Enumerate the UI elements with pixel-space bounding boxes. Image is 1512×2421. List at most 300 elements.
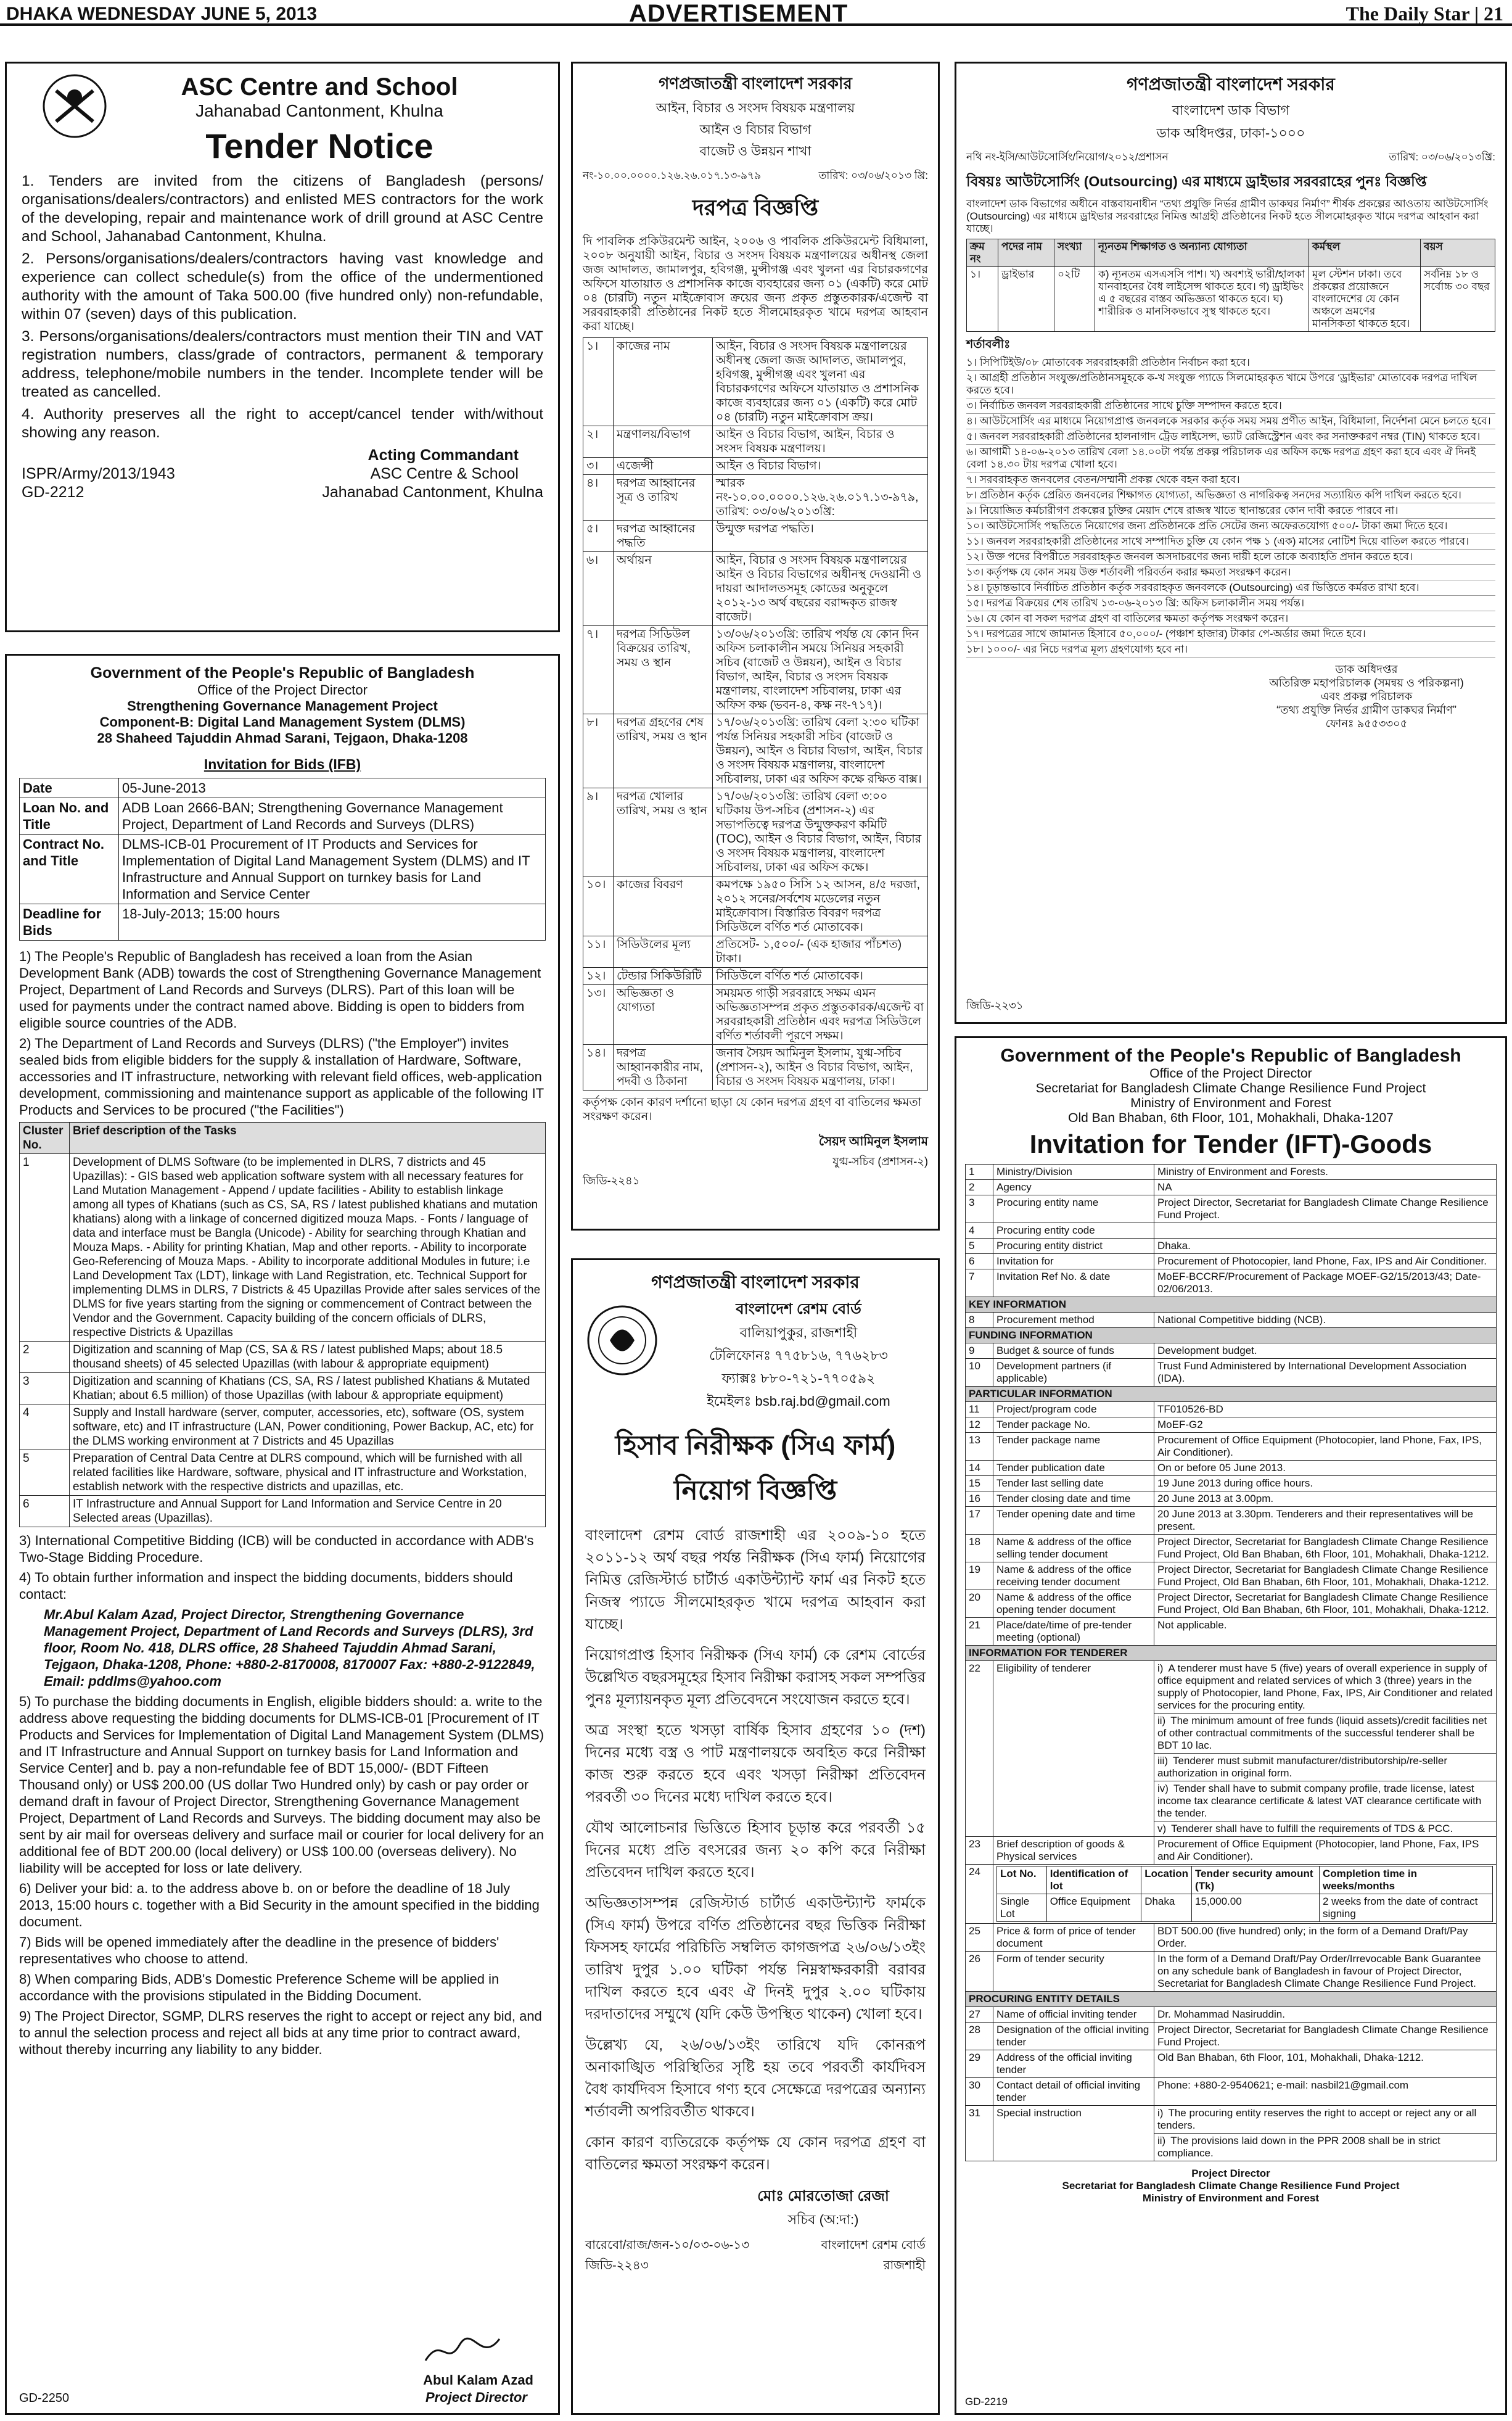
row-value: 20 June 2013 at 3.30pm. Tenderers and their representatives will be present. bbox=[1154, 1507, 1497, 1535]
row-number: 1 bbox=[966, 1165, 993, 1180]
dlrs-ifb-ad bbox=[5, 654, 560, 2415]
dlrs-project: Strengthening Governance Management Project bbox=[127, 698, 438, 714]
row-number: ১১। bbox=[583, 936, 614, 968]
law-division: আইন ও বিচার বিভাগ bbox=[699, 123, 811, 137]
table-row bbox=[966, 1313, 1497, 1328]
row-value: Phone: +880-2-9540621; e-mail: nasbil21@gmail.com bbox=[1154, 2078, 1497, 2106]
table-row bbox=[966, 2106, 1497, 2134]
row-value: আইন, বিচার ও সংসদ বিষয়ক মন্ত্রণালয়ের আইন ও বিচার বিভাগের অধীনস্থ দেওয়ানী ও দায়রা আদালতসমূহ কোডের অনুকূলে ২০১২-১৩ অর্থ বছরের বরাদ্দকৃত রাজস্ব বাজেট। bbox=[713, 552, 928, 626]
dlrs-para-9: 9) The Project Director, SGMP, DLRS reserves the right to accept or reject any bid, and to annul the selection process and reject all bids at any time prior to contract award, without thereby incurring any liability to any bidder. bbox=[19, 2008, 542, 2057]
sub-item bbox=[1154, 1821, 1497, 1837]
law-signatory-name: সৈয়দ আমিনুল ইসলাম bbox=[818, 1135, 928, 1149]
row-label: Special instruction bbox=[993, 2106, 1154, 2161]
sub-item bbox=[1154, 1781, 1497, 1821]
table-row bbox=[966, 1491, 1497, 1507]
silk-address: বালিয়াপুকুর, রাজশাহী bbox=[739, 1325, 858, 1340]
post-sign-line: ফোনঃ ৯৫৫৩৩০৫ bbox=[1325, 717, 1408, 730]
info-value: ADB Loan 2666-BAN; Strengthening Governance Management Project, Department of Land Records and Surveys (DLRS) bbox=[119, 798, 546, 835]
row-value: MoEF-G2 bbox=[1154, 1417, 1497, 1433]
table-row bbox=[20, 1342, 546, 1373]
col-qualification: ন্যূনতম শিক্ষাগত ও অন্যান্য যোগ্যতা bbox=[1095, 239, 1309, 267]
row-number: 28 bbox=[966, 2023, 993, 2050]
table-header bbox=[997, 1866, 1493, 1894]
info-value: 05-June-2013 bbox=[119, 778, 546, 798]
sub-item bbox=[1154, 2134, 1497, 2161]
climate-ift-ad bbox=[955, 1036, 1507, 2415]
table-row bbox=[966, 2078, 1497, 2106]
asc-ref: ISPR/Army/2013/1943 bbox=[22, 465, 175, 482]
row-value: TF010526-BD bbox=[1154, 1402, 1497, 1417]
cell: ড্রাইভার bbox=[998, 267, 1054, 332]
row-number: ৫। bbox=[583, 521, 614, 552]
post-gd-number: জিডি-২২৩১ bbox=[966, 999, 1024, 1012]
table-row bbox=[966, 1195, 1497, 1223]
table-row bbox=[966, 1180, 1497, 1195]
row-number: ১৩। bbox=[583, 985, 614, 1045]
silk-gov-title: গণপ্রজাতন্ত্রী বাংলাদেশ সরকার bbox=[651, 1272, 860, 1292]
row-label: সিডিউলের মূল্য bbox=[614, 936, 713, 968]
col-workplace: কর্মস্থল bbox=[1309, 239, 1421, 267]
dlrs-gd-number: GD-2250 bbox=[19, 2391, 70, 2405]
cluster-desc: Digitization and scanning of Map (CS, SA & RS / latest published Maps; about 18.5 thousand sheets) of 45 selected Upazillas (with labour & appropriate equipment) bbox=[70, 1342, 546, 1373]
cell: ১। bbox=[967, 267, 998, 332]
row-label: Procurement method bbox=[993, 1313, 1154, 1328]
asc-title: ASC Centre and School bbox=[181, 73, 458, 101]
row-value: Dhaka. bbox=[1154, 1239, 1497, 1254]
post-signature-block bbox=[1238, 662, 1495, 730]
row-number: ৬। bbox=[583, 552, 614, 626]
row-label: Name & address of the office receiving tender document bbox=[993, 1562, 1154, 1590]
cell: মূল স্টেশন ঢাকা। তবে প্রকল্পের প্রয়োজনে বাংলাদেশের যে কোন অঞ্চলে ভ্রমণের মানসিকতা থাকতে হবে। bbox=[1309, 267, 1421, 332]
post-term: ১৮। ১০০০/- এর নিচে দরপত্র মূল্য গ্রহণযোগ্য হবে না। bbox=[966, 642, 1495, 658]
row-value: Dr. Mohammad Nasiruddin. bbox=[1154, 2007, 1497, 2023]
table-row bbox=[583, 475, 928, 521]
postal-dept-ad bbox=[955, 62, 1507, 1024]
row-value: Old Ban Bhaban, 6th Floor, 101, Mohakhali, Dhaka-1212. bbox=[1154, 2050, 1497, 2078]
row-value: Trust Fund Administered by International Development Association (IDA). bbox=[1154, 1359, 1497, 1387]
silk-para: কোন কারণ ব্যতিরেকে কর্তৃপক্ষ যে কোন দরপত্র গ্রহণ বা বাতিলের ক্ষমতা সংরক্ষণ করেন। bbox=[585, 2134, 926, 2173]
post-term: ২। আগ্রহী প্রতিষ্ঠান সংযুক্ত/প্রতিষ্ঠানসমূহকে ক-খ সংযুক্ত প্যাডে সিলমোহরকৃত খামে উপরে ‘ড্রাইভার’ মোতাবেক দরপত্র দাখিল করতে হবে। bbox=[966, 371, 1495, 398]
row-number: 14 bbox=[966, 1461, 993, 1476]
asc-item: 3. Persons/organisations/dealers/contractors must mention their TIN and VAT registration numbers, class/grade of contractors, permanent & temporary address, telephone/mobile numbers in the tender. Incomplete tender will be treated as cancelled. bbox=[22, 328, 543, 400]
post-vacancy-table bbox=[966, 239, 1495, 332]
table-row bbox=[20, 1154, 546, 1342]
law-intro: দি পাবলিক প্রকিউরমেন্ট আইন, ২০০৬ ও পাবলিক প্রকিউরমেন্ট বিধিমালা, ২০০৮ অনুযায়ী আইন, বিচার ও সংসদ বিষয়ক মন্ত্রণালয়ের অধীনস্থ জেলা জজ আদালত, জামালপুর, হবিগঞ্জ, মুন্সীগঞ্জ এবং খুলনা এর বিচারকগণের অফিসে যাতায়াত ও প্রশাসনিক কাজে ব্যবহারের জন্য ০১ (একটি) করে মোট ০৪ (চারটি) নতুন মাইক্রোবাস ক্রয়ের জন্য প্রকৃত প্রস্তুতকারক/এজেন্ট বা সরবরাহকারী প্রতিষ্ঠানের নিকট হতে সীলমোহরকৃত খামে দরপত্র আহবান করা যাচ্ছে। bbox=[583, 235, 928, 333]
dlrs-info-table bbox=[19, 778, 546, 941]
row-number: 8 bbox=[966, 1313, 993, 1328]
section-band bbox=[966, 1328, 1497, 1343]
ift-sign-line: Project Director bbox=[1191, 2167, 1270, 2179]
row-number: 6 bbox=[966, 1254, 993, 1269]
row-number: 20 bbox=[966, 1590, 993, 1618]
post-directorate: ডাক অধিদপ্তর, ঢাকা-১০০০ bbox=[1156, 125, 1305, 141]
section-band bbox=[966, 1646, 1497, 1661]
row-label: Tender package name bbox=[993, 1433, 1154, 1461]
lot-col: Lot No. bbox=[997, 1866, 1047, 1894]
col-cluster: Cluster No. bbox=[20, 1123, 70, 1154]
post-term: ১৭। দরপত্রের সাথে জামানত হিসাবে ৫০,০০০/- (পঞ্চাশ হাজার) টাকার পে-অর্ডার জমা দিতে হবে। bbox=[966, 627, 1495, 642]
army-emblem-icon bbox=[41, 72, 109, 140]
section-heading: INFORMATION FOR TENDERER bbox=[966, 1646, 1497, 1661]
silk-org: বাংলাদেশ রেশম বোর্ড bbox=[736, 1301, 861, 1318]
row-number: ৭। bbox=[583, 626, 614, 714]
row-number: ৪। bbox=[583, 475, 614, 521]
cluster-desc: Supply and Install hardware (server, computer, accessories, etc), software (OS, system software, etc) and IT infrastructure (LAN, Power conditioning, Power Backup, AC, etc) for the DLMS working environment at 7 Districts and 45 Upazillas bbox=[70, 1404, 546, 1450]
law-ministry: আইন, বিচার ও সংসদ বিষয়ক মন্ত্রণালয় bbox=[655, 101, 855, 115]
cluster-no: 6 bbox=[20, 1496, 70, 1527]
row-label: Name & address of the office selling tender document bbox=[993, 1535, 1154, 1562]
row-value: 20 June 2013 at 3.00pm. bbox=[1154, 1491, 1497, 1507]
silk-para: অত্র সংস্থা হতে খসড়া বার্ষিক হিসাব গ্রহণের ১০ (দশ) দিনের মধ্যে বস্ত্র ও পাট মন্ত্রণালয়কে অবহিত করে নিরীক্ষা কাজ শুরু করতে হবে এবং খসড়া নিরীক্ষা প্রতিবেদন পরবর্তী ৩০ দিনের মধ্যে দাখিল করতে হবে। bbox=[585, 1722, 926, 1805]
post-term: ৬। আগামী ১৪-০৬-২০১৩ তারিখ বেলা ১৪.০০টা পর্যন্ত প্রকল্প পরিচালক এর অফিস কক্ষে দরপত্র গ্রহণ করা হবে এবং ঐ দিনই বেলা ১৪.৩০ টায় দরপত্র খোলা হবে। bbox=[966, 445, 1495, 472]
silk-gd-number: জিডি-২২৪৩ bbox=[585, 2259, 649, 2272]
row-value: ১৩/০৬/২০১৩খ্রি: তারিখ পর্যন্ত যে কোন দিন অফিস চলাকালীন সময়ে সিনিয়র সহকারী সচিব (বাজেট ও উন্নয়ন), আইন ও বিচার বিভাগ, আইন, বিচার ও সংসদ বিষয়ক মন্ত্রণালয়, বাংলাদেশ সচিবালয়, ঢাকা এর অফিস কক্ষ (ভবন-৪, কক্ষ নং-৭১৭)। bbox=[713, 626, 928, 714]
ift-gd-number: GD-2219 bbox=[965, 2396, 1008, 2407]
sub-item bbox=[1154, 1661, 1497, 1714]
row-number: ১। bbox=[583, 338, 614, 426]
table-row bbox=[966, 1661, 1497, 1714]
info-value: DLMS-ICB-01 Procurement of IT Products and Services for Implementation of Digital Land Management System (DLMS) and IT Infrastructure and Annual Support on turnkey basis for Land Information and Service Center bbox=[119, 835, 546, 904]
row-label: Project/program code bbox=[993, 1402, 1154, 1417]
cluster-no: 3 bbox=[20, 1373, 70, 1404]
row-number: 4 bbox=[966, 1223, 993, 1239]
section-title: ADVERTISEMENT bbox=[629, 0, 848, 27]
section-band bbox=[966, 1992, 1497, 2007]
post-term: ১৩। কর্তৃপক্ষ যে কোন সময় উক্ত শর্তাবলী পরিবর্তন করার ক্ষমতা সংরক্ষণ করেন। bbox=[966, 565, 1495, 580]
table-row bbox=[966, 2050, 1497, 2078]
table-row bbox=[966, 1476, 1497, 1491]
lot-col: Completion time in weeks/months bbox=[1319, 1866, 1492, 1894]
row-label: কাজের বিবরণ bbox=[614, 876, 713, 936]
table-row bbox=[966, 1461, 1497, 1476]
row-value: Development budget. bbox=[1154, 1343, 1497, 1359]
cluster-no: 2 bbox=[20, 1342, 70, 1373]
law-date: তারিখ: ০৩/০৬/২০১৩ খ্রি: bbox=[818, 170, 928, 181]
cluster-desc: IT Infrastructure and Annual Support for Land Information and Service Centre in 20 Selected areas (Upazillas). bbox=[70, 1496, 546, 1527]
dlrs-para-8: 8) When comparing Bids, ADB's Domestic Preference Scheme will be applied in accordance with the provisions stipulated in the Bidding Document. bbox=[19, 1971, 499, 2003]
row-value: কমপক্ষে ১৯৫০ সিসি ১২ আসন, ৪/৫ দরজা, ২০১২ সনের/সর্বশেষ মডেলের নতুন মাইক্রোবাস। বিস্তারিত বিবরণ দরপত্র সিডিউলে বর্ণিত শর্ত মোতাবেক। bbox=[713, 876, 928, 936]
row-number: 16 bbox=[966, 1491, 993, 1507]
row-label: অভিজ্ঞতা ও যোগ্যতা bbox=[614, 985, 713, 1045]
table-row bbox=[583, 626, 928, 714]
row-value: 19 June 2013 during office hours. bbox=[1154, 1476, 1497, 1491]
lot-value: 15,000.00 bbox=[1192, 1894, 1320, 1922]
post-sign-line: ডাক অধিদপ্তর bbox=[1335, 663, 1398, 675]
law-gd-number: জিডি-২২৪১ bbox=[583, 1174, 640, 1187]
page-header bbox=[0, 0, 1512, 26]
cluster-desc: Development of DLMS Software (to be implemented in DLRS, 7 districts and 45 Upazillas): - GIS based web application software system with all necessary features for Land Mutation Management - Append / update facilities - Ability to establish linkage among all types of Khatians (such as CS, SA, RS / latest published khatians and mutation khatians) along with a linkage of concerned digitized mouza Maps. - Fonts / language of data and interface must be Bangla (Unicode) - Ability for searching through Khatian and Mouza Maps. - Ability for printing Khatian, Map and other reports. - Ability to incorporate Geo-Referencing of Mouza Maps. - Ability to incorporate additional Modules in future; i.e Land Development Tax (LDT), linkage with Land Registration, etc. Technical Support for implementing DLMS in DLRS, 7 Districts & 45 Upazillas Provide after sales services of the DLMS for five years starting from the signing or commencement of Contract between the Vendor and the Government. Capacity building of the concern officials of DLRS, respective Districts & Upazillas bbox=[70, 1154, 546, 1342]
sub-item-index: ii) bbox=[1157, 2135, 1166, 2147]
row-value: Procurement of Photocopier, land Phone, Fax, IPS and Air Conditioner. bbox=[1154, 1254, 1497, 1269]
post-sign-line: “তথ্য প্রযুক্তি নির্ভর গ্রামীণ ডাকঘর নির্মাণ” bbox=[1276, 704, 1457, 716]
table-row bbox=[966, 1535, 1497, 1562]
info-label: Contract No. and Title bbox=[20, 835, 119, 904]
row-value: প্রতিসেট- ১,৫০০/- (এক হাজার পাঁচশত) টাকা। bbox=[713, 936, 928, 968]
table-row bbox=[583, 936, 928, 968]
sub-item-index: iii) bbox=[1157, 1755, 1168, 1767]
post-terms bbox=[966, 355, 1495, 658]
table-row bbox=[966, 1254, 1497, 1269]
row-number: 13 bbox=[966, 1433, 993, 1461]
table-row bbox=[20, 1496, 546, 1527]
post-term: ৭। সরবরাহকৃত জনবলের বেতন/সম্মানী প্রকল্প থেকে বহন করা হবে। bbox=[966, 472, 1495, 488]
row-label: Name of official inviting tender bbox=[993, 2007, 1154, 2023]
table-header bbox=[20, 1123, 546, 1154]
row-label: এজেন্সী bbox=[614, 458, 713, 475]
cluster-desc: Preparation of Central Data Centre at DLRS compound, which will be furnished with all related facilities like Hardware, software, physical and IT infrastructure and Workstation, establish network with the respective districts and upazillas, etc. bbox=[70, 1450, 546, 1496]
lot-table bbox=[996, 1866, 1493, 1922]
table-row bbox=[583, 788, 928, 876]
col-serial: ক্রম নং bbox=[967, 239, 998, 267]
ift-signature-block bbox=[965, 2167, 1497, 2204]
row-label: Procuring entity district bbox=[993, 1239, 1154, 1254]
table-row bbox=[966, 1343, 1497, 1359]
table-row bbox=[966, 1865, 1497, 1924]
sub-item-text: A tenderer must have 5 (five) years of overall experience in supply of office equipment and related services of which 3 (three) years in the supply of Photocopier, land Phone, Fax, IPS, Air Conditioner and related services for the procuring entity. bbox=[1157, 1662, 1493, 1711]
silk-org-footer: বাংলাদেশ রেশম বোর্ড bbox=[821, 2238, 926, 2252]
table-row bbox=[966, 1402, 1497, 1417]
row-value: সিডিউলে বর্ণিত শর্ত মোতাবেক। bbox=[713, 968, 928, 985]
silk-email: ইমেইলঃ bsb.raj.bd@gmail.com bbox=[707, 1393, 890, 1409]
row-label: Procuring entity name bbox=[993, 1195, 1154, 1223]
dlrs-ifb-title: Invitation for Bids (IFB) bbox=[203, 756, 361, 772]
row-value: আইন, বিচার ও সংসদ বিষয়ক মন্ত্রণালয়ের অধীনস্থ জেলা জজ আদালত, জামালপুর, হবিগঞ্জ, মুন্সীগঞ্জ এবং খুলনা এর বিচারকগণের অফিসে যাতায়াত ও প্রশাসনিক কাজে ব্যবহারের জন্য ০১ (একটি) করে মোট ০৪ (চারটি) নতুন মাইক্রোবাস ক্রয়। bbox=[713, 338, 928, 426]
post-memo: নথি নং-ইসি/আউটসোর্সিং/নিয়োগ/২০১২/প্রশাসন bbox=[966, 151, 1169, 163]
row-value: জনাব সৈয়দ আমিনুল ইসলাম, যুগ্ম-সচিব (প্রশাসন-২), আইন ও বিচার বিভাগ, আইন, বিচার ও সংসদ বিষয়ক মন্ত্রণালয়, ঢাকা। bbox=[713, 1045, 928, 1091]
table-row bbox=[583, 552, 928, 626]
silk-fax: ফ্যাক্সঃ ৮৮০-৭২১-৭৭০৫৯২ bbox=[721, 1371, 876, 1386]
lot-value: 2 weeks from the date of contract signing bbox=[1319, 1894, 1492, 1922]
row-label: Agency bbox=[993, 1180, 1154, 1195]
row-number: ৯। bbox=[583, 788, 614, 876]
sub-item-index: i) bbox=[1157, 2107, 1164, 2119]
row-number: 31 bbox=[966, 2106, 993, 2161]
ift-office: Office of the Project Director bbox=[1149, 1066, 1312, 1081]
law-title: দরপত্র বিজ্ঞপ্তি bbox=[692, 195, 819, 220]
law-gov-title: গণপ্রজাতন্ত্রী বাংলাদেশ সরকার bbox=[659, 74, 852, 93]
post-term: ১৪। চূড়ান্তভাবে নির্বাচিত প্রতিষ্ঠান কর্তৃক সরবরাহকৃত জনবলকে (Outsourcing) এর ভিত্তিতে কর্মরত রাখা হবে। bbox=[966, 580, 1495, 596]
row-number: ৩। bbox=[583, 458, 614, 475]
row-value: Ministry of Environment and Forests. bbox=[1154, 1165, 1497, 1180]
table-row bbox=[966, 1269, 1497, 1297]
table-row bbox=[583, 1045, 928, 1091]
law-signatory-title: যুগ্ম-সচিব (প্রশাসন-২) bbox=[832, 1155, 928, 1168]
ift-sign-line: Ministry of Environment and Forest bbox=[1142, 2192, 1320, 2204]
dlrs-gov-title: Government of the People's Republic of Bangladesh bbox=[90, 664, 475, 682]
info-value: 18-July-2013; 15:00 hours bbox=[119, 904, 546, 941]
silk-body bbox=[585, 1525, 926, 2176]
row-value: BDT 500.00 (five hundred) only; in the form of a Demand Draft/Pay Order. bbox=[1154, 1924, 1497, 1952]
row-number: 27 bbox=[966, 2007, 993, 2023]
info-label: Date bbox=[20, 778, 119, 798]
ift-address: Old Ban Bhaban, 6th Floor, 101, Mohakhali, Dhaka-1207 bbox=[1068, 1111, 1394, 1125]
col-age: বয়স bbox=[1421, 239, 1495, 267]
lot-col: Identification of lot bbox=[1046, 1866, 1141, 1894]
table-row bbox=[583, 338, 928, 426]
table-row bbox=[583, 521, 928, 552]
dlrs-para-3: 3) International Competitive Bidding (ICB) will be conducted in accordance with ADB's Two-Stage Bidding Procedure. bbox=[19, 1533, 534, 1565]
row-label: অর্থায়ন bbox=[614, 552, 713, 626]
row-label: Designation of the official inviting tender bbox=[993, 2023, 1154, 2050]
row-label: Procuring entity code bbox=[993, 1223, 1154, 1239]
row-value: স্মারক নং-১০.০০.০০০০.১২৬.২৬.০১৭.১৩-৯৭৯, তারিখ: ০৩/০৬/২০১৩খ্রি: bbox=[713, 475, 928, 521]
cell: সর্বনিম্ন ১৮ ও সর্বোচ্চ ৩০ বছর bbox=[1421, 267, 1495, 332]
table-row bbox=[966, 1223, 1497, 1239]
row-number: 21 bbox=[966, 1618, 993, 1646]
post-term: ৫। জনবল সরবরাহকারী প্রতিষ্ঠানের হালনাগাদ ট্রেড লাইসেন্স, ভ্যাট রেজিস্ট্রেশন এবং কর সনাক্তকরণ নম্বর (TIN) থাকতে হবে। bbox=[966, 429, 1495, 445]
cell: ০২টি bbox=[1054, 267, 1095, 332]
asc-gd-number: GD-2212 bbox=[22, 484, 84, 501]
row-number: 12 bbox=[966, 1417, 993, 1433]
row-number: 25 bbox=[966, 1924, 993, 1952]
masthead-page: The Daily Star | 21 bbox=[1346, 2, 1503, 25]
row-label: Brief description of goods & Physical services bbox=[993, 1837, 1154, 1865]
silk-signatory-name: মোঃ মোরতোজা রেজা bbox=[757, 2188, 889, 2204]
silk-para: নিয়োগপ্রাপ্ত হিসাব নিরীক্ষক (সিএ ফার্ম) কে রেশম বোর্ডের উল্লেখিত বছরসমূহের হিসাব নিরীক্ষা করাসহ সকল সম্পত্তির পুনঃ মূল্যায়নকৃত মূল্য প্রতিবেদনে সংযোজন করতে হবে। bbox=[585, 1647, 926, 1708]
cluster-no: 1 bbox=[20, 1154, 70, 1342]
row-value: National Competitive bidding (NCB). bbox=[1154, 1313, 1497, 1328]
sub-item bbox=[1154, 1714, 1497, 1754]
cluster-no: 5 bbox=[20, 1450, 70, 1496]
table-row bbox=[583, 426, 928, 458]
row-label: Place/date/time of pre-tender meeting (optional) bbox=[993, 1618, 1154, 1646]
silk-para: উল্লেখ্য যে, ২৬/০৬/১৩ইং তারিখে যদি কোনরূপ অনাকাঙ্খিত পরিস্থিতির সৃষ্টি হয় তবে পরবর্তী কার্যদিবস বৈধ কার্যদিবস হিসাবে গণ্য হবে সেক্ষেত্রে দরপত্রের অন্যান্য শর্তাবলী অপরিবর্তীত থাকবে। bbox=[585, 2037, 926, 2120]
row-label: Ministry/Division bbox=[993, 1165, 1154, 1180]
post-term: ১৬। যে কোন বা সকল দরপত্র গ্রহণ বা বাতিলের ক্ষমতা কর্তৃপক্ষ সংরক্ষণ করেন। bbox=[966, 611, 1495, 627]
table-row bbox=[20, 1450, 546, 1496]
post-terms-title: শর্তাবলীঃ bbox=[966, 338, 1011, 351]
silk-place: রাজশাহী bbox=[883, 2259, 926, 2272]
table-row bbox=[20, 835, 546, 904]
table-row bbox=[966, 1239, 1497, 1254]
ift-project: Secretariat for Bangladesh Climate Change Resilience Fund Project bbox=[1035, 1081, 1426, 1095]
ift-sign-line: Secretariat for Bangladesh Climate Change Resilience Fund Project bbox=[1062, 2180, 1400, 2192]
row-label: Tender closing date and time bbox=[993, 1491, 1154, 1507]
sub-item bbox=[1154, 1754, 1497, 1781]
post-term: ৯। নিয়োজিত কর্মচারীগণ প্রকল্পের চুক্তির মেয়াদ শেষে রাজস্ব খাতে স্থানান্তরের কোন দাবী করতে পারবে না। bbox=[966, 503, 1495, 519]
section-heading: PROCURING ENTITY DETAILS bbox=[966, 1992, 1497, 2007]
asc-tender-ad bbox=[5, 62, 560, 632]
row-number: 10 bbox=[966, 1359, 993, 1387]
table-row bbox=[966, 1507, 1497, 1535]
dlrs-contact: Mr.Abul Kalam Azad, Project Director, Strengthening Governance Management Project, Department of Land Records and Surveys (DLRS), 3rd floor, Room No. 418, DLRS office, 28 Shaheed Tajuddin Ahmad Sarani, Tejgaon, Dhaka-1208, Phone: +880-2-8170008, 8170007 Fax: +880-2-9122849, Email: pddlms@yahoo.com bbox=[44, 1607, 535, 1689]
asc-heading: Tender Notice bbox=[205, 126, 433, 165]
row-label: দরপত্র আহ্বানের পদ্ধতি bbox=[614, 521, 713, 552]
asc-signatory-title: Acting Commandant bbox=[368, 447, 519, 464]
table-row bbox=[20, 798, 546, 835]
table-row bbox=[966, 1359, 1497, 1387]
dlrs-para-5: 5) To purchase the bidding documents in English, eligible bidders should: a. write to the address above requesting the bidding documents for DLMS-ICB-01 [Procurement of IT Products and Services for Implementation of Digital Land Management System (DLMS) and IT Infrastructure and Annual Support on turnkey basis for Land Information and Service Center] and b. pay a non-refundable fee of BDT 15,000/- (BDT Fifteen Thousand only) or US$ 200.00 (US dollar Two Hundred only) by cash or pay order or demand draft in favour of Project Director, Strengthening Governance Management Project, Department of Land Records and Surveys. The bidding document may also be sent by air mail for overseas delivery and surface mail or courier for local delivery for an additional fee of BDT 200.00 (local delivery) or US$ 100.00 (overseas delivery). No liability will be accepted for loss or late delivery. bbox=[19, 1694, 544, 1876]
asc-subtitle: Jahanabad Cantonment, Khulna bbox=[195, 101, 443, 120]
row-number: 19 bbox=[966, 1562, 993, 1590]
row-label: দরপত্র গ্রহণের শেষ তারিখ, সময় ও স্থান bbox=[614, 714, 713, 788]
row-value bbox=[1154, 1223, 1497, 1239]
row-number: ১৪। bbox=[583, 1045, 614, 1091]
post-term: ৩। নির্বাচিত জনবল সরবরাহকারী প্রতিষ্ঠানের সাথে চুক্তি সম্পাদন করতে হবে। bbox=[966, 398, 1495, 414]
table-row bbox=[966, 2023, 1497, 2050]
row-value: Procurement of Office Equipment (Photocopier, land Phone, Fax, IPS, Air Conditioner). bbox=[1154, 1433, 1497, 1461]
row-value: Not applicable. bbox=[1154, 1618, 1497, 1646]
row-number: 26 bbox=[966, 1952, 993, 1992]
col-count: সংখ্যা bbox=[1054, 239, 1095, 267]
silk-para: যৌথ আলোচনার ভিত্তিতে হিসাব চূড়ান্ত করে পরবর্তী ১৫ দিনের মধ্যে প্রতি বৎসরের জন্য ২০ কপি করে নিরীক্ষা প্রতিবেদন দাখিল করতে হবে। bbox=[585, 1820, 926, 1881]
ift-gov-title: Government of the People's Republic of Bangladesh bbox=[1000, 1046, 1461, 1066]
silk-para: অভিজ্ঞতাসম্পন্ন রেজিস্টার্ড চার্টার্ড একাউন্ট্যান্ট ফার্মকে (সিএ ফার্ম) উপরে বর্ণিত প্রতিষ্ঠানের বছর ভিত্তিক নিরীক্ষা ফিসসহ ফার্মের পরিচিতি সম্বলিত কাগজপত্র ২৬/০৬/১৩ইং তারিখ দুপুর ১.০০ ঘটিকা পর্যন্ত নিম্নস্বাক্ষরকারী বরাবর দাখিল করতে হবে এবং ঐ দিনই দুপুর ২.০০ ঘটিকায় দরদাতাদের সম্মুখে (যদি কেউ উপস্থিত থাকেন) খোলা হবে। bbox=[585, 1895, 926, 2023]
section-band bbox=[966, 1297, 1497, 1313]
table-row bbox=[997, 1894, 1493, 1922]
row-number: 17 bbox=[966, 1507, 993, 1535]
table-row bbox=[20, 778, 546, 798]
row-value: Project Director, Secretariat for Bangladesh Climate Change Resilience Fund Project. bbox=[1154, 2023, 1497, 2050]
sub-item-text: Tenderer shall have to fulfill the requirements of TDS & PCC. bbox=[1171, 1823, 1453, 1834]
table-row bbox=[967, 267, 1495, 332]
asc-item: 4. Authority preserves all the right to accept/cancel tender with/without showing any reason. bbox=[22, 406, 543, 441]
post-term: ৪। আউটসোর্সিং এর মাধ্যমে নিয়োগপ্রাপ্ত জনবলকে সরকার কর্তৃক সময় সময় প্রণীত আইন, বিধিমালা, নির্দেশনা মেনে চলতে হবে। bbox=[966, 414, 1495, 429]
table-row bbox=[966, 1952, 1497, 1992]
row-number: 11 bbox=[966, 1402, 993, 1417]
sub-item-text: Tenderer must submit manufacturer/distributorship/re-seller authorization in original form. bbox=[1157, 1755, 1448, 1779]
row-label: Tender publication date bbox=[993, 1461, 1154, 1476]
table-row bbox=[966, 1590, 1497, 1618]
section-heading: KEY INFORMATION bbox=[966, 1297, 1497, 1313]
row-number: 7 bbox=[966, 1269, 993, 1297]
table-row bbox=[966, 1562, 1497, 1590]
asc-signatory-org: ASC Centre & School bbox=[370, 465, 519, 482]
row-value: MoEF-BCCRF/Procurement of Package MOEF-G2/15/2013/43; Date-02/06/2013. bbox=[1154, 1269, 1497, 1297]
row-number: 24 bbox=[966, 1865, 993, 1924]
row-label: Tender package No. bbox=[993, 1417, 1154, 1433]
sub-item-text: The minimum amount of free funds (liquid assets)/credit facilities net of other contractual commitments of the successful tenderer shall be BDT 10 lac. bbox=[1157, 1715, 1487, 1751]
dlrs-para-1: 1) The People's Republic of Bangladesh has received a loan from the Asian Development Bank (ADB) towards the cost of Strengthening Governance Management Project, Department of Land Records and Surveys (DLRS). Part of this loan will be used for payments under the contract named above. Bidding is open to bidders from eligible source countries of the ADB. bbox=[19, 949, 541, 1031]
dlrs-para-2: 2) The Department of Land Records and Surveys (DLRS) ("the Employer") invites sealed bids from eligible bidders for the supply & installation of Hardware, Software, accessories and IT infrastructure, networking with relevant field offices, web-application development, commissioning and maintenance support as applicable of the following IT Products and Services to be procured ("the Facilities") bbox=[19, 1036, 544, 1118]
lot-value: Office Equipment bbox=[1046, 1894, 1141, 1922]
silk-title-1: হিসাব নিরীক্ষক (সিএ ফার্ম) bbox=[615, 1430, 896, 1461]
row-value: Project Director, Secretariat for Bangladesh Climate Change Resilience Fund Project. bbox=[1154, 1195, 1497, 1223]
post-sign-line: অতিরিক্ত মহাপরিচালক (সমন্বয় ও পরিকল্পনা) bbox=[1269, 677, 1464, 689]
row-value: ১৭/০৬/২০১৩খ্রি: তারিখ বেলা ২:৩০ ঘটিকা পর্যন্ত সিনিয়র সহকারী সচিব (বাজেট ও উন্নয়ন), আইন ও বিচার বিভাগ, আইন, বিচার ও সংসদ বিষয়ক মন্ত্রণালয়, বাংলাদেশ সচিবালয়, ঢাকা এর অফিস কক্ষে রক্ষিত বাক্স। bbox=[713, 714, 928, 788]
post-subject: বিষয়ঃ আউটসোর্সিং (Outsourcing) এর মাধ্যমে ড্রাইভার সরবরাহের পুনঃ বিজ্ঞপ্তি bbox=[966, 173, 1427, 189]
row-value: আইন ও বিচার বিভাগ, আইন, বিচার ও সংসদ বিষয়ক মন্ত্রণালয়। bbox=[713, 426, 928, 458]
row-value: ১৭/০৬/২০১৩খ্রি: তারিখ বেলা ৩:০০ ঘটিকায় উপ-সচিব (প্রশাসন-২) এর সভাপতিত্বে দরপত্র উন্মুক্তকরণ কমিটি (TOC), আইন ও বিচার বিভাগ, আইন, বিচার ও সংসদ বিষয়ক মন্ত্রণালয়, বাংলাদেশ সচিবালয়, ঢাকা এর অফিস কক্ষে। bbox=[713, 788, 928, 876]
law-ministry-tender-ad bbox=[571, 62, 940, 1231]
post-term: ১০। আউটসোর্সিং পদ্ধতিতে নিয়োগের জন্য প্রতিষ্ঠানকে প্রতি সেটের জন্য অফেরতযোগ্য ৫০০/- টাকা জমা দিতে হবে। bbox=[966, 519, 1495, 534]
row-label: Budget & source of funds bbox=[993, 1343, 1154, 1359]
post-intro: বাংলাদেশ ডাক বিভাগের অধীনে বাস্তবায়নাধীন “তথ্য প্রযুক্তি নির্ভর গ্রামীণ ডাকঘর নির্মাণ” শীর্ষক প্রকল্পের আওতায় আউটসোর্সিং (Outsourcing) এর মাধ্যমে ড্রাইভার সরবরাহের নিমিত্ত আগ্রহী প্রতিষ্ঠানের নিকট হতে সীলমোহরকৃত খামে দরপত্র আহবান করা যাচ্ছে। bbox=[966, 198, 1489, 234]
row-label: দরপত্র খোলার তারিখ, সময় ও স্থান bbox=[614, 788, 713, 876]
row-label: দরপত্র সিডিউল বিক্রয়ের তারিখ, সময় ও স্থান bbox=[614, 626, 713, 714]
table-row bbox=[583, 876, 928, 936]
table-row bbox=[583, 458, 928, 475]
info-label: Loan No. and Title bbox=[20, 798, 119, 835]
dlrs-para-7: 7) Bids will be opened immediately after the deadline in the presence of bidders' representatives who choose to attend. bbox=[19, 1934, 499, 1966]
post-dept: বাংলাদেশ ডাক বিভাগ bbox=[1172, 102, 1290, 118]
row-number: ১০। bbox=[583, 876, 614, 936]
row-value: Project Director, Secretariat for Bangladesh Climate Change Resilience Fund Project, Old Ban Bhaban, 6th Floor, 101, Mohakhali, Dhaka-1212. bbox=[1154, 1562, 1497, 1590]
post-sign-line: এবং প্রকল্প পরিচালক bbox=[1320, 690, 1413, 703]
silk-memo: বারেবো/রাজ/জন-১০/০৩-০৬-১৩ bbox=[585, 2238, 750, 2252]
row-number: ৮। bbox=[583, 714, 614, 788]
law-memo: নং-১০.০০.০০০০.১২৬.২৬.০১৭.১৩-৯৭৯ bbox=[583, 170, 762, 181]
row-value: উন্মুক্ত দরপত্র পদ্ধতি। bbox=[713, 521, 928, 552]
section-heading: FUNDING INFORMATION bbox=[966, 1328, 1497, 1343]
row-label: টেন্ডার সিকিউরিটি bbox=[614, 968, 713, 985]
post-term: ১১। জনবল সরবরাহকারী প্রতিষ্ঠানের সাথে সম্পাদিত চুক্তি যে কোন পক্ষ ১ (এক) মাসের নোটিশ দিয়ে বাতিল করতে পারবে। bbox=[966, 534, 1495, 550]
row-label: Invitation for bbox=[993, 1254, 1154, 1269]
row-number: 2 bbox=[966, 1180, 993, 1195]
table-row bbox=[966, 1618, 1497, 1646]
row-label: দরপত্র আহ্বানকারীর নাম, পদবী ও ঠিকানা bbox=[614, 1045, 713, 1091]
table-row bbox=[966, 2007, 1497, 2023]
